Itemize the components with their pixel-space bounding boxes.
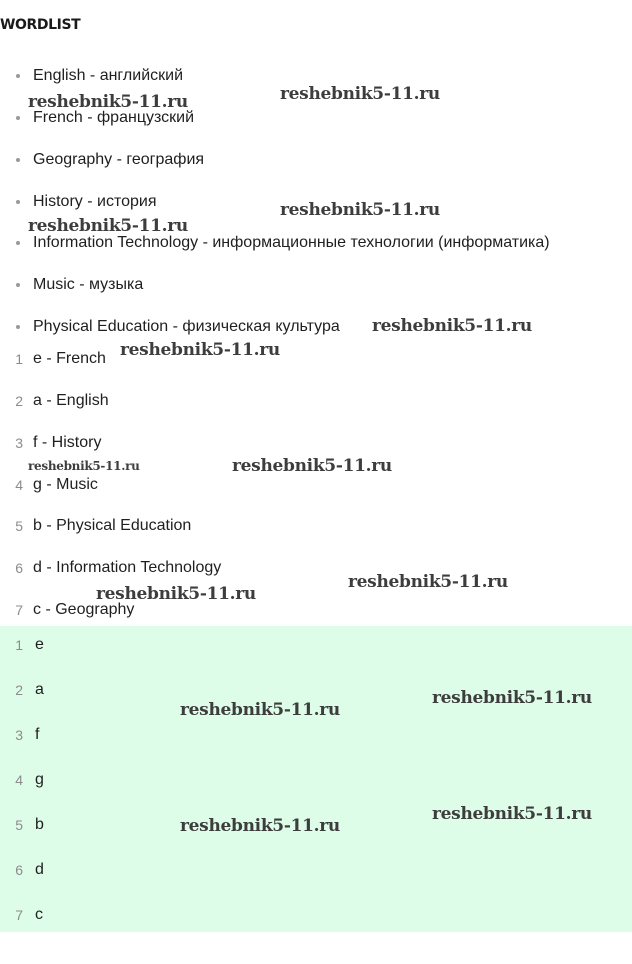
item-number: 7 [15,602,23,618]
watermark: reshebnik5-11.ru [28,92,188,112]
watermark: reshebnik5-11.ru [280,84,440,104]
bullet-icon [16,158,20,162]
bullet-icon [16,74,20,78]
item-number: 1 [15,637,23,653]
wordlist-item [33,233,550,253]
match-text: d - Information Technology [33,559,222,576]
match-text: b - Physical Education [33,517,192,534]
watermark: reshebnik5-11.ru [432,688,592,708]
match-text: a - English [33,392,109,409]
bullet-icon [16,325,20,329]
wordlist-item [33,108,194,128]
item-number: 5 [15,518,23,534]
wordlist-item [33,317,340,337]
wordlist-item [33,275,143,295]
item-number: 6 [15,862,23,878]
wordlist-item-text: Information Technology - информационные технологии (информатика) [33,234,550,251]
watermark: reshebnik5-11.ru [120,340,280,360]
watermark: reshebnik5-11.ru [432,804,592,824]
match-text: c - Geography [33,601,135,618]
page-title: WORDLIST [0,17,81,33]
wordlist-item [33,66,183,86]
answer-text: f [35,726,40,743]
match-text: e - French [33,350,106,367]
watermark: reshebnik5-11.ru [348,572,508,592]
wordlist-item-text: Physical Education - физическая культура [33,318,340,335]
wordlist-item-text: English - английский [33,67,183,84]
item-number: 6 [15,560,23,576]
wordlist-item-text: Geography - география [33,151,205,168]
watermark: reshebnik5-11.ru [28,459,140,473]
watermark: reshebnik5-11.ru [232,456,392,476]
item-number: 3 [15,435,23,451]
answer-text: c [35,906,43,923]
item-number: 2 [15,682,23,698]
item-number: 5 [15,817,23,833]
item-number: 3 [15,727,23,743]
bullet-icon [16,283,20,287]
match-text: g - Music [33,476,98,493]
answer-box [0,626,632,932]
item-number: 1 [15,351,23,367]
item-number: 7 [15,907,23,923]
answer-text: d [35,861,44,878]
item-number: 4 [15,772,23,788]
watermark: reshebnik5-11.ru [28,216,188,236]
item-number: 4 [15,477,23,493]
wordlist-item [33,192,156,212]
wordlist-item-text: Music - музыка [33,276,144,293]
match-text: f - History [33,434,102,451]
watermark: reshebnik5-11.ru [372,316,532,336]
wordlist-item [33,150,204,170]
wordlist-item-text: History - история [33,193,157,210]
watermark: reshebnik5-11.ru [280,200,440,220]
answer-text: g [35,771,44,788]
bullet-icon [16,241,20,245]
bullet-icon [16,200,20,204]
answer-text: b [35,816,44,833]
item-number: 2 [15,393,23,409]
answer-text: a [35,681,44,698]
answer-text: e [35,636,44,653]
watermark: reshebnik5-11.ru [96,584,256,604]
watermark: reshebnik5-11.ru [180,700,340,720]
bullet-icon [16,116,20,120]
watermark: reshebnik5-11.ru [180,816,340,836]
wordlist-item-text: French - французский [33,109,195,126]
